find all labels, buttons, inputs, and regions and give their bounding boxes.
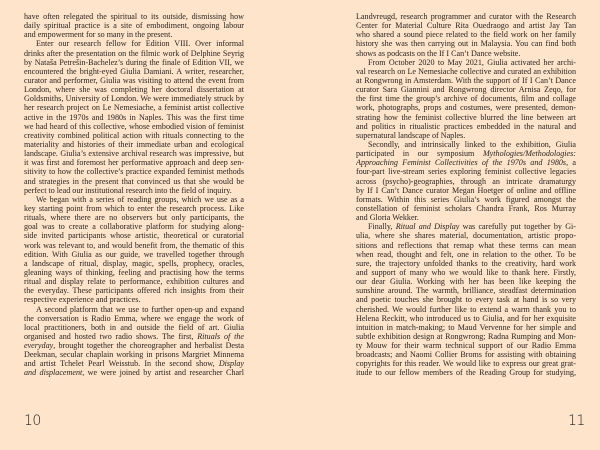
- text-line: [356, 21, 576, 30]
- text-run: active in the 1970s and 1980s in Naples. This was the first time: [24, 112, 244, 122]
- text-line: [24, 94, 244, 103]
- text-line: [24, 195, 244, 204]
- text-line: [356, 39, 576, 48]
- text-line: [24, 131, 244, 140]
- text-run: Secondly, and intrinsically linked to the exhibition, Giulia: [368, 139, 576, 149]
- text-line: [356, 259, 576, 268]
- text-run: shows as podcasts on the If I Can’t Dance website.: [356, 48, 521, 58]
- text-run: subtle exhibition design at Rongwrong; Radna Rumping and Mon-: [356, 331, 576, 341]
- text-line: [356, 305, 576, 314]
- text-line: [24, 122, 244, 131]
- text-line: [356, 268, 576, 277]
- italic-title: Mythologies/Methodologies:: [482, 149, 576, 159]
- text-line: [356, 131, 576, 140]
- text-line: [356, 149, 576, 158]
- text-line: [24, 49, 244, 58]
- left-page-body: [24, 12, 244, 378]
- text-line: [24, 58, 244, 67]
- text-line: [24, 76, 244, 85]
- text-line: [356, 122, 576, 131]
- text-line: [356, 204, 576, 213]
- text-line: [356, 67, 576, 76]
- text-line: [24, 39, 244, 48]
- text-run: goal was to create a collaborative platform for studying along-: [24, 222, 244, 232]
- text-run: itude to our fellow members of the Reading Group for studying,: [356, 368, 576, 378]
- italic-title: Display: [218, 359, 244, 369]
- text-run: it was first and foremost her performative approach and deep sen-: [24, 158, 244, 168]
- text-run: , brought together the choreographer and herbalist Desta: [53, 341, 244, 351]
- text-run: sitions and reflections that remap what these terms can mean: [356, 240, 576, 250]
- text-line: [24, 359, 244, 368]
- text-run: val research on Le Nemesiache collective and curated an exhibition: [356, 66, 576, 76]
- text-line: [356, 295, 576, 304]
- text-line: [356, 94, 576, 103]
- text-line: [356, 30, 576, 39]
- text-run: Center for Material Culture Rita Ouedraogo and artist Jay Tan: [356, 21, 576, 31]
- text-run: participated in our symposium: [356, 149, 483, 159]
- text-run: creativity combined political action with rituals connecting to the: [24, 130, 244, 140]
- text-run: and Gloria Wekker.: [356, 213, 419, 223]
- text-line: [24, 295, 244, 304]
- text-run: sure, the trajectory unfolded thanks to the creativity, hard work: [356, 258, 576, 268]
- text-line: [356, 277, 576, 286]
- text-line: [356, 213, 576, 222]
- text-run: From October 2020 to May 2021, Giulia activated her archi-: [368, 57, 576, 67]
- text-line: [24, 231, 244, 240]
- text-run: supernatural landscape of Naples.: [356, 130, 466, 140]
- text-run: and empowerment for so many in the present.: [24, 30, 173, 40]
- text-run: local practitioners, both in and outside the field of art. Giulia: [24, 322, 244, 332]
- text-line: [24, 314, 244, 323]
- text-line: [356, 49, 576, 58]
- text-run: edition. With Giulia as our guide, we travelled together through: [24, 249, 244, 259]
- italic-title: and displacement: [24, 368, 83, 378]
- text-run: history she was then carrying out in Malaysia. You can find both: [356, 39, 576, 49]
- text-line: [24, 158, 244, 167]
- text-run: Goldsmiths, University of London. We were immediately struck by: [24, 94, 244, 104]
- text-run: We began with a series of reading groups, which we use as a: [36, 194, 244, 204]
- text-line: [24, 250, 244, 259]
- text-line: [24, 350, 244, 359]
- text-run: formats. Within this series Giulia’s work figured amongst the: [356, 194, 576, 204]
- text-run: and support of many who we would like to thank here. Firstly,: [356, 267, 576, 277]
- text-run: was carefully put together by Gi-: [459, 222, 576, 232]
- text-run: and poetic touches she brought to every task at hand is so very: [356, 295, 576, 305]
- text-run: at Rongwrong in Amsterdam. With the support of If I Can’t Dance: [356, 75, 576, 85]
- text-line: [24, 259, 244, 268]
- text-run: Helena Reckitt, who introduced us to Giulia, and for her exquisite: [356, 313, 576, 323]
- page-number-right: 11: [568, 413, 585, 429]
- text-run: copyrights for this reader. We would like to express our great grat-: [356, 359, 576, 369]
- text-line: [24, 368, 244, 377]
- text-run: our dear Giulia. Working with her has been like keeping the: [356, 277, 576, 287]
- text-line: [356, 140, 576, 149]
- text-line: [24, 204, 244, 213]
- text-run: we had heard of this collective, whose embodied vision of feminist: [24, 121, 244, 131]
- text-line: [356, 158, 576, 167]
- text-line: [356, 231, 576, 240]
- text-line: [24, 186, 244, 195]
- text-run: respective experience and practices.: [24, 295, 141, 305]
- text-line: [356, 186, 576, 195]
- text-run: London, where she was completing her doctoral dissertation at: [24, 85, 244, 95]
- text-run: by If I Can’t Dance curator Megan Hoetger of online and offline: [356, 185, 576, 195]
- text-run: have often relegated the spiritual to its outside, dismissing how: [24, 12, 244, 21]
- text-run: Deekman, secular chaplain working in prisons Margriet Minnema: [24, 350, 244, 360]
- right-page-body: [356, 12, 576, 378]
- text-run: constellation of feminist scholars Chandra Frank, Ros Murray: [356, 203, 576, 213]
- text-run: rituals, where there are no observers but only participants, the: [24, 213, 244, 223]
- italic-title: Approaching Feminist Collectivities of the 1970s and 1980s: [356, 158, 567, 168]
- text-line: [24, 21, 244, 30]
- text-run: broadcasts; and Naomi Collier Broms for assisting with obtaining: [356, 350, 576, 360]
- text-line: [24, 103, 244, 112]
- text-run: daily spiritual practice is a site of embodiment, ongoing labour: [24, 21, 244, 31]
- text-run: the everyday. These participants offered rich insights from their: [24, 286, 244, 296]
- text-run: materiality and histories of their immediate urban and ecological: [24, 139, 244, 149]
- text-line: [24, 268, 244, 277]
- text-run: when read, thought and felt, one in relation to the other. To be: [356, 249, 576, 259]
- text-run: A second platform that we use to further open-up and expand: [36, 304, 244, 314]
- text-line: [356, 103, 576, 112]
- text-run: by Nataša Petrešin-Bachelez’s during the finale of Edition VII, we: [24, 57, 244, 67]
- text-line: [356, 250, 576, 259]
- text-line: [24, 332, 244, 341]
- text-run: four-part live-stream series exploring feminist collective legacies: [356, 167, 576, 177]
- text-run: and politics in ritualistic practices embedded in the natural and: [356, 121, 576, 131]
- text-line: [24, 140, 244, 149]
- text-run: ulia, where she shares material, documentation, artistic propo-: [356, 231, 576, 241]
- text-line: [24, 305, 244, 314]
- text-run: drinks after the presentation on the filmic work of Delphine Seyrig: [24, 48, 244, 58]
- text-line: [24, 213, 244, 222]
- text-run: and artist Tchelet Pearl Weisstub. In the second show,: [24, 359, 219, 369]
- right-page: [300, 0, 600, 450]
- text-line: [24, 85, 244, 94]
- text-run: gleaning ways of thinking, feeling and practising how the terms: [24, 267, 244, 277]
- text-line: [356, 359, 576, 368]
- text-run: work was relevant to, and would benefit from, the thematic of this: [24, 240, 244, 250]
- text-run: across (psycho)-geographies, through an intricate dramaturgy: [356, 176, 576, 186]
- text-line: [24, 167, 244, 176]
- text-line: [356, 76, 576, 85]
- text-run: side invited participants whose artistic, theoretical or curatorial: [24, 231, 244, 241]
- text-line: [356, 12, 576, 21]
- text-line: [356, 241, 576, 250]
- text-line: [24, 341, 244, 350]
- text-run: strating how the feminist collective blurred the line between art: [356, 112, 576, 122]
- text-run: ritual and display relate to performance, exhibition cultures and: [24, 277, 244, 287]
- text-line: [24, 241, 244, 250]
- text-run: curator Sara Giannini and Rongwrong director Arnisa Zeqo, for: [356, 85, 576, 95]
- text-run: cherished. We would further like to extend a warm thank you to: [356, 304, 576, 314]
- text-line: [356, 85, 576, 94]
- italic-title: Rituals of the: [197, 331, 244, 341]
- text-run: her research project on Le Nemesiache, a feminist artist collective: [24, 103, 244, 113]
- text-line: [356, 113, 576, 122]
- text-run: key starting point from which to enter the research process. Like: [24, 203, 244, 213]
- text-run: Enter our research fellow for Edition VIII. Over informal: [36, 39, 244, 49]
- text-run: a landscape of ritual, display, magic, spells, prophecy, oracles,: [24, 258, 244, 268]
- text-run: sunshine around. The warmth, brilliance, steadfast determination: [356, 286, 576, 296]
- text-line: [356, 177, 576, 186]
- text-line: [24, 323, 244, 332]
- text-run: landscape. Giulia’s extensive archival research was impressive, but: [24, 149, 244, 159]
- text-line: [24, 113, 244, 122]
- text-line: [356, 314, 576, 323]
- text-run: ty Mouw for their warm technical support of our Radio Emma: [356, 341, 576, 351]
- text-line: [356, 368, 576, 377]
- text-line: [356, 167, 576, 176]
- text-run: organised and hosted two radio shows. The first,: [24, 331, 198, 341]
- italic-title: everyday: [24, 341, 54, 351]
- text-line: [24, 12, 244, 21]
- text-run: encountered the bright-eyed Giulia Damiani. A writer, researcher,: [24, 66, 244, 76]
- text-run: and strategies in the present that convinced us that she would be: [24, 176, 244, 186]
- text-line: [356, 341, 576, 350]
- text-line: [24, 286, 244, 295]
- text-line: [24, 277, 244, 286]
- text-line: [356, 195, 576, 204]
- text-line: [356, 58, 576, 67]
- text-run: Landvreugd, research programmer and curator with the Research: [356, 12, 576, 21]
- text-line: [24, 149, 244, 158]
- text-run: who shared a sound piece related to the field work on her family: [356, 30, 576, 40]
- text-line: [356, 350, 576, 359]
- page-number-left: 10: [24, 413, 41, 429]
- text-line: [24, 177, 244, 186]
- text-run: , we were joined by artist and researcher Charl: [82, 368, 244, 378]
- text-line: [24, 67, 244, 76]
- text-run: perfect to lead our institutional research into the field of inquiry.: [24, 185, 232, 195]
- text-run: sitivity to how the collective’s practice expanded feminist methods: [24, 167, 244, 177]
- text-run: intuition in match-making; to Maud Vervenne for her simple and: [356, 322, 576, 332]
- text-line: [24, 222, 244, 231]
- text-line: [356, 286, 576, 295]
- text-run: work, photographs, props and costumes, were presented, demon-: [356, 103, 576, 113]
- text-run: the first time the group’s archive of documents, film and collage: [356, 94, 576, 104]
- text-line: [356, 332, 576, 341]
- text-line: [356, 222, 576, 231]
- text-run: Finally,: [368, 222, 396, 232]
- text-run: the conversation is Radio Emma, where we engage the work of: [24, 313, 244, 323]
- text-run: curator and performer, Giulia was visiting to attend the event from: [24, 75, 244, 85]
- text-line: [24, 30, 244, 39]
- italic-title: Ritual and Display: [395, 222, 460, 232]
- text-run: , a: [566, 158, 576, 168]
- text-line: [356, 323, 576, 332]
